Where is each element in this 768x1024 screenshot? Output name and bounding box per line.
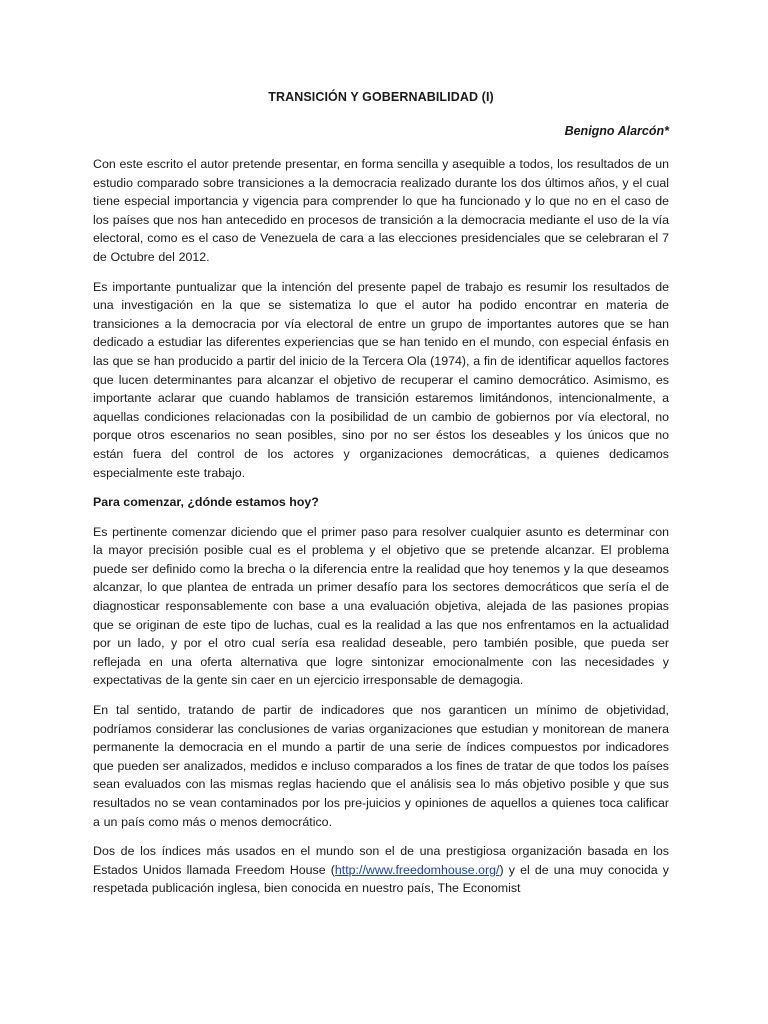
paragraph-indices-text-after: ) y el de una muy conocida y respetada publicación inglesa, bien conocida en nuestro país, The Economist [93, 862, 670, 896]
document-page [93, 88, 669, 909]
paragraph-indicators: En tal sentido, tratando de partir de indicadores que nos garanticen un mínimo de objetividad, podríamos considerar las conclusiones de varias organizaciones que estudian y monitorean de manera permanente la democracia en el mundo a partir de una serie de índices compuestos por indicadores que pueden ser analizados, medidos e incluso comparados a los fines de tratar de que todos los países sean evaluados con las mismas reglas haciendo que el análisis sea lo más objetivo posible y que sus resultados no se vean contaminados por los pre-juicios y opiniones de aquellos a quienes toca calificar a un país como más o menos democrático. [93, 703, 669, 829]
document-title: TRANSICIÓN Y GOBERNABILIDAD (I) [268, 90, 494, 104]
paragraph-indices-text-before: Dos de los índices más usados en el mundo son el de una prestigiosa organización basada en los Estados Unidos llamada Freedom House ( [93, 844, 669, 877]
paragraph-indices [93, 842, 669, 898]
paragraph-intro: Con este escrito el autor pretende presentar, en forma sencilla y asequible a todos, los resultados de un estudio comparado sobre transiciones a la democracia realizado durante los dos últimos años, y el cual tiene especial importancia y vigencia para comprender lo que ha funcionado y lo que no en el caso de los países que nos han antecedido en procesos de transición a la democracia mediante el uso de la vía electoral, como es el caso de Venezuela de cara a las elecciones presidenciales que se celebraran el 7 de Octubre del 2012. [93, 157, 669, 264]
paragraph-purpose: Es importante puntualizar que la intención del presente papel de trabajo es resumir los resultados de una investigación en la que se sistematiza lo que el autor ha podido encontrar en materia de transiciones a la democracia por vía electoral de entre un grupo de importantes autores que se han dedicado a estudiar las diferentes experiencias que se han tenido en el mundo, con especial énfasis en las que se han producido a partir del inicio de la Tercera Ola (1974), a fin de identificar aquellos factores que lucen determinantes para alcanzar el objetivo de recuperar el camino democrático. Asimismo, es importante aclarar que cuando hablamos de transición estaremos limitándonos, intencionalmente, a aquellas condiciones relacionadas con la posibilidad de un cambio de gobiernos por vía electoral, no porque otros escenarios no sean posibles, sino por no ser éstos los deseables y los únicos que no están fuera del control de los actores y organizaciones democráticas, a quienes dedicamos especialmente este trabajo. [93, 279, 669, 480]
section-heading: Para comenzar, ¿dónde estamos hoy? [93, 495, 319, 510]
freedomhouse-link[interactable]: http://www.freedomhouse.org/ [334, 862, 500, 877]
paragraph-problem: Es pertinente comenzar diciendo que el primer paso para resolver cualquier asunto es determinar con la mayor precisión posible cual es el problema y el objetivo que se pretende alcanzar. El problema puede ser definido como la brecha o la diferencia entre la realidad que hoy tenemos y la que deseamos alcanzar, lo que plantea de entrada un primer desafío para los sectores democráticos que sería el de diagnosticar responsablemente con base a una evaluación objetiva, alejada de las pasiones propias que se originan de este tipo de luchas, cual es la realidad a las que nos enfrentamos en la actualidad por un lado, y por el otro cual sería esa realidad deseable, pero también posible, que pueda ser reflejada en una oferta alternativa que logre sintonizar emocionalmente con las necesidades y expectativas de la gente sin caer en un ejercicio irresponsable de demagogia. [93, 524, 669, 688]
document-author: Benigno Alarcón* [564, 124, 669, 138]
